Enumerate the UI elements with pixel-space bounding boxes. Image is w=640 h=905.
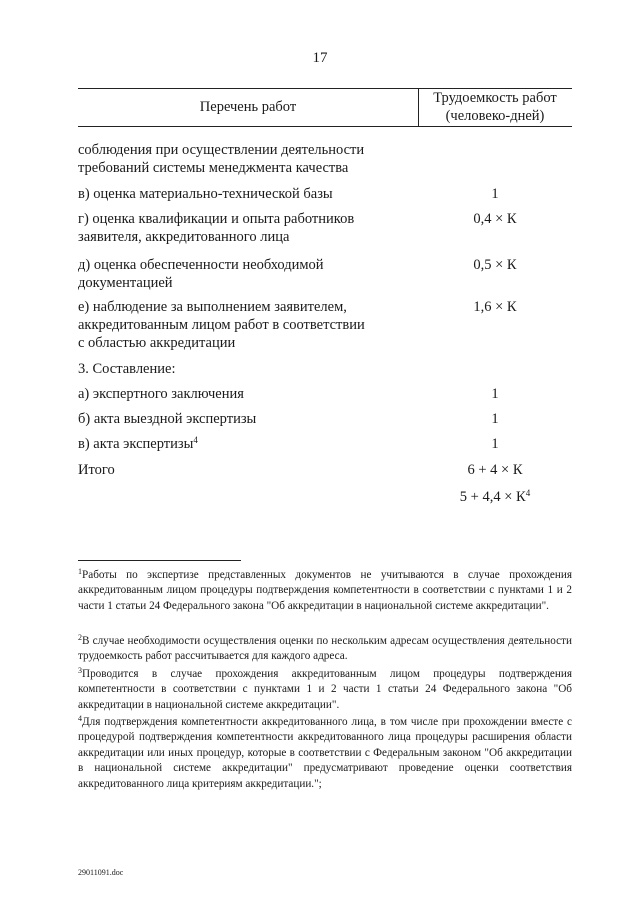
row-total: Итого bbox=[78, 462, 115, 478]
total-alt-text: 5 + 4,4 × К bbox=[459, 489, 526, 505]
row-documentation-value: 0,5 × К bbox=[473, 257, 517, 273]
footnote-text: В случае необходимости осуществления оценки по нескольким адресам осуществления деятельности трудоемкость работ рассчитывается для каждого адреса. bbox=[78, 635, 572, 663]
footnote-4 bbox=[78, 715, 572, 792]
row-compilation-heading: 3. Составление: bbox=[78, 361, 176, 377]
row-text-line: требований системы менеджмента качества bbox=[78, 160, 349, 176]
row-expert-conclusion-value: 1 bbox=[491, 386, 499, 402]
header-labor-intensity-line1: Трудоемкость работ bbox=[433, 90, 557, 106]
document-filename: 29011091.doc bbox=[78, 868, 124, 877]
row-text-line: заявителя, аккредитованного лица bbox=[78, 229, 290, 245]
header-works-list: Перечень работ bbox=[199, 99, 297, 115]
row-material-base-value: 1 bbox=[491, 186, 499, 202]
row-documentation bbox=[78, 256, 408, 292]
footnote-text: Работы по экспертизе представленных документов не учитываются в случае прохождения аккредитованным лицом процедуры подтверждения компетентности в соответствии с пунктами 1 и 2 части 1 статьи 24 Федерального закона "Об аккредитации в национальной системе аккредитации". bbox=[78, 569, 572, 612]
total-alt-sup: 4 bbox=[525, 488, 531, 498]
footnote-mark: 4 bbox=[78, 714, 82, 723]
table-header-bottom-rule bbox=[78, 126, 572, 127]
footnote-mark: 2 bbox=[78, 633, 82, 642]
row-expertise-act-sup: 4 bbox=[193, 435, 198, 445]
row-text-line: документацией bbox=[78, 275, 173, 291]
row-text-line: аккредитованным лицом работ в соответствии bbox=[78, 317, 365, 333]
footnote-2 bbox=[78, 634, 572, 665]
row-text-line: с областью аккредитации bbox=[78, 335, 236, 351]
row-text-line: соблюдения при осуществлении деятельности bbox=[78, 142, 365, 158]
footnote-separator bbox=[78, 560, 241, 561]
row-text-line: е) наблюдение за выполнением заявителем, bbox=[78, 299, 347, 315]
footnote-text: Для подтверждения компетентности аккредитованного лица, в том числе при прохождении вместе с процедурой подтверждения компетентности аккредитованного лица процедуры расширения области аккредитации или иных процедур, которые в соответствии с Федеральным законом "Об аккредитации в национальной системе аккредитации" предусматривают проведение оценки соответствия аккредитованного лица критериям аккредитации."; bbox=[78, 716, 572, 790]
row-onsite-act: б) акта выездной экспертизы bbox=[78, 411, 257, 427]
footnote-mark: 1 bbox=[78, 567, 82, 576]
header-labor-intensity bbox=[418, 89, 572, 125]
row-expertise-act-value: 1 bbox=[491, 436, 499, 452]
row-expertise-act bbox=[78, 435, 408, 453]
header-labor-intensity-line2: (человеко-дней) bbox=[445, 108, 545, 124]
row-total-value: 6 + 4 × К bbox=[467, 462, 523, 478]
row-qualification bbox=[78, 210, 408, 246]
row-qualification-value: 0,4 × К bbox=[473, 211, 517, 227]
row-expertise-act-text: в) акта экспертизы bbox=[78, 436, 194, 452]
row-material-base: в) оценка материально-технической базы bbox=[78, 186, 333, 202]
row-observation-value: 1,6 × К bbox=[473, 299, 517, 315]
footnote-text: Проводится в случае прохождения аккредитованным лицом процедуры подтверждения компетентности в соответствии с пунктами 1 и 2 части 1 статьи 24 Федерального закона "Об аккредитации в национальной системе аккредитации". bbox=[78, 668, 572, 711]
row-onsite-act-value: 1 bbox=[491, 411, 499, 427]
page-number: 17 bbox=[312, 50, 328, 66]
row-quality-management-cont bbox=[78, 141, 408, 177]
row-text-line: д) оценка обеспеченности необходимой bbox=[78, 257, 324, 273]
row-total-alt-value bbox=[418, 488, 572, 506]
footnote-mark: 3 bbox=[78, 666, 82, 675]
footnote-3 bbox=[78, 667, 572, 713]
row-expert-conclusion: а) экспертного заключения bbox=[78, 386, 244, 402]
row-observation bbox=[78, 298, 408, 352]
row-text-line: г) оценка квалификации и опыта работников bbox=[78, 211, 355, 227]
footnote-1 bbox=[78, 568, 572, 614]
